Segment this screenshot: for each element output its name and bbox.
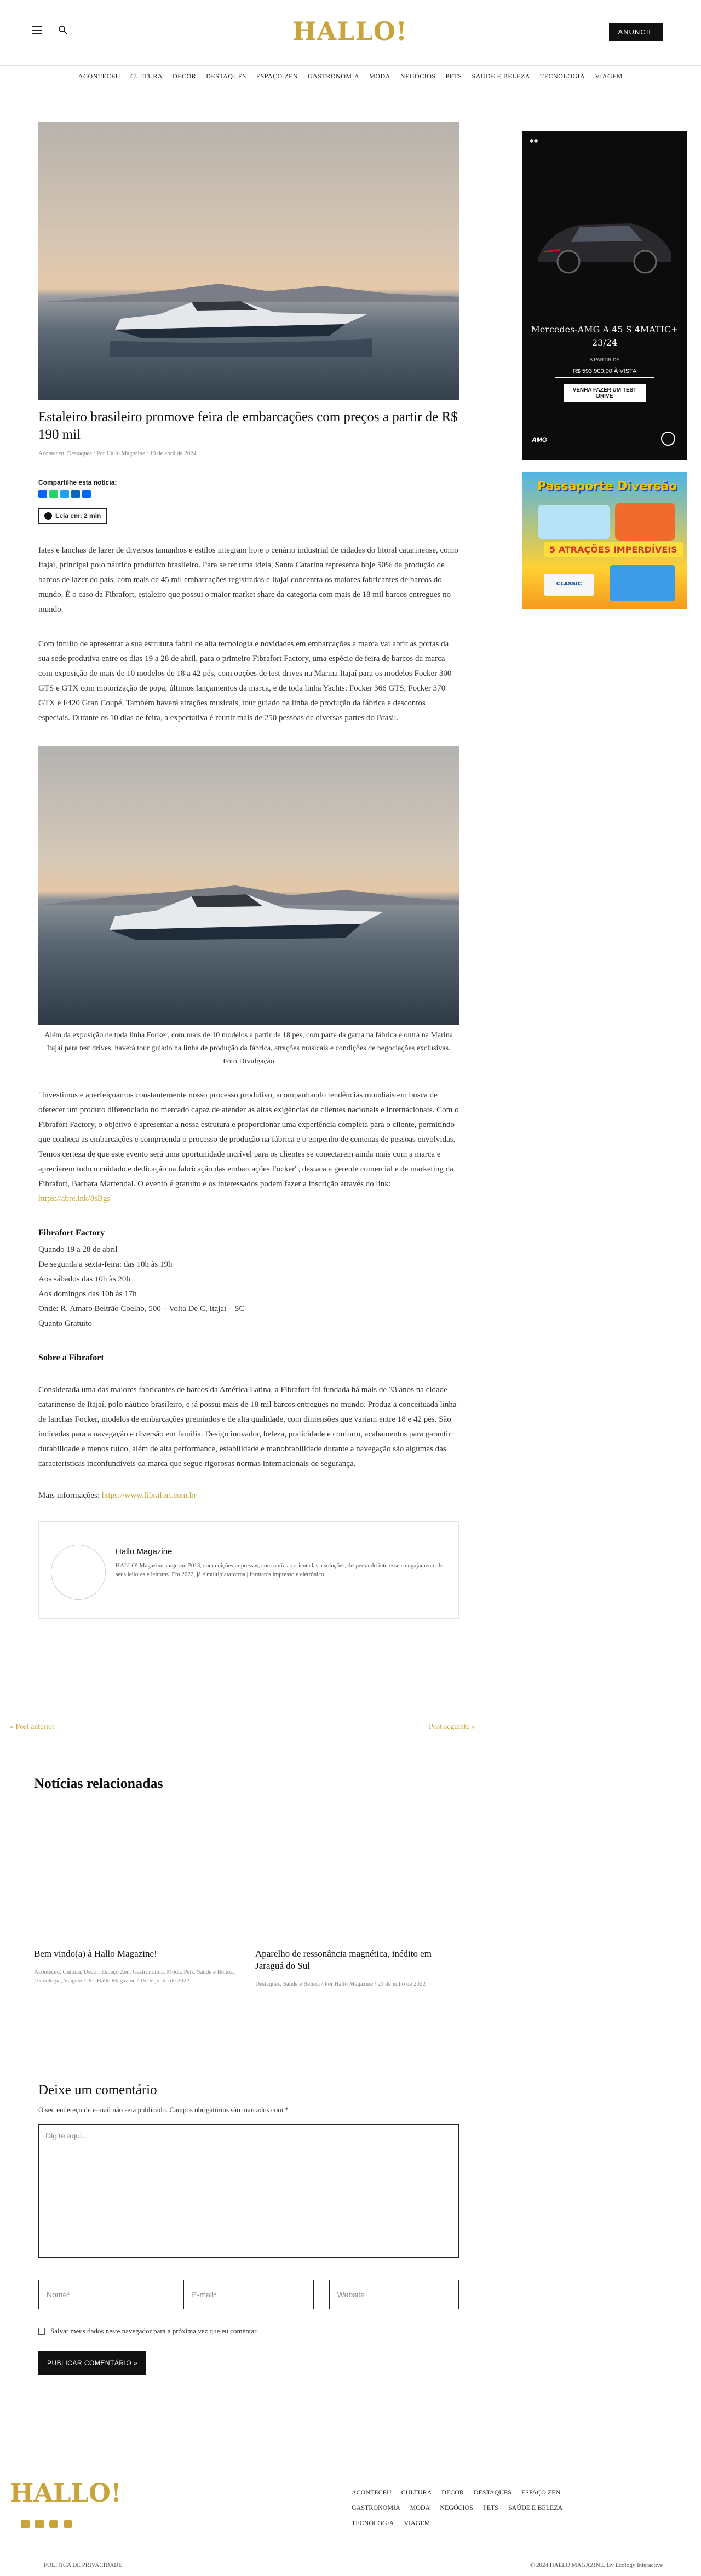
car-ad-title: Mercedes-AMG A 45 S 4MATIC+ 23/24 bbox=[531, 324, 679, 348]
social-links bbox=[21, 2520, 72, 2528]
factory-line: Aos domingos das 10h às 17h bbox=[38, 1290, 137, 1298]
factory-line: Aos sábados das 10h às 20h bbox=[38, 1275, 130, 1284]
share-icon[interactable] bbox=[82, 490, 91, 498]
footer-nav-item[interactable]: CULTURA bbox=[401, 2488, 432, 2496]
footer-nav-item[interactable]: PETS bbox=[483, 2504, 499, 2511]
instagram-icon[interactable] bbox=[49, 2520, 58, 2528]
twitter-icon[interactable] bbox=[60, 490, 69, 498]
nav-item[interactable]: NEGÓCIOS bbox=[400, 72, 436, 80]
site-logo[interactable]: HALLO! bbox=[292, 16, 408, 46]
quote-text: "Investimos e aperfeiçoamos constantemente nosso processo produtivo, acompanhando tendências mundiais em busca de oferecer um produto diferenciado no mercado capaz de atender as altas exigências de clientes nacionais e internacionais. Com o Fibrafort Factory, o objetivo é apresentar a nossa estrutura e proporcionar uma experiência completa para o cliente, permitindo que conheça as embarcações e compreenda o processo de produção na fábrica e o empenho de centenas de pessoas envolvidas. Temos certeza de que este evento será uma oportunidade incrível para os clientes se conectarem ainda mais com a marca e apreciarem todo o cuidado e dedicação na fabricação das embarcações Focker", destaca a gerente comercial e de marketing da Fibrafort, Barbara Martendal. O evento é gratuito e os interessados podem fazer a inscrição através do link: bbox=[38, 1091, 459, 1188]
brand-mark-icon: ◆◆ bbox=[530, 138, 538, 144]
nav-item[interactable]: ACONTECEU bbox=[78, 72, 120, 80]
park-ad[interactable] bbox=[522, 472, 687, 609]
author-name[interactable]: Hallo Magazine bbox=[116, 1547, 173, 1556]
amg-logo: AMG bbox=[532, 436, 547, 444]
factory-heading: Fibrafort Factory bbox=[38, 1228, 105, 1238]
article-paragraph: Com intuito de apresentar a sua estrutura fabril de alta tecnologia e novidades em embarcações a marca vai abrir as portas da sua sede produtiva entre os dias 19 a 28 de abril, para o primeiro Fibrafort Factory, uma espécie de feira de barcos da marca com exposição de mais de 10 modelos de 18 a 42 pés, com opções de test drives na Marina Itajaí para os modelos Focker 300 GTS e GTX com motorização de popa, últimos lançamentos da marca, e de toda linha Yachts: Focker 366 GTS, Focker 370 GTX e F420 Gran Coupé. Também haverá atrações musicais, tour guiado na linha de produção da fábrica e descontos especiais. Durante os 10 dias de feira, a expectativa é reunir mais de 250 pessoas de diversas partes do Brasil. bbox=[38, 640, 452, 722]
related-card[interactable] bbox=[255, 1948, 458, 1988]
factory-line: Onde: R. Amaro Beltrão Coelho, 500 – Volta De C, Itajaí – SC bbox=[38, 1304, 245, 1313]
more-info-link[interactable]: https://www.fibrafort.com.br bbox=[101, 1491, 197, 1500]
footer-logo[interactable]: HALLO! bbox=[10, 2478, 122, 2508]
comment-textarea[interactable]: Digite aqui... bbox=[38, 2124, 459, 2258]
submit-comment-button[interactable]: PUBLICAR COMENTÁRIO » bbox=[38, 2351, 146, 2375]
related-heading: Notícias relacionadas bbox=[34, 1775, 163, 1791]
signup-link[interactable]: https://abre.ink/8sBgs bbox=[38, 1194, 111, 1203]
footer-nav-item[interactable]: VIAGEM bbox=[404, 2519, 430, 2527]
site-footer bbox=[0, 2459, 701, 2575]
save-data-label: Salvar meus dados neste navegador para a próxima vez que eu comentar. bbox=[50, 2327, 258, 2335]
related-title[interactable]: Aparelho de ressonância magnética, inédito em Jaraguá do Sul bbox=[255, 1948, 432, 1971]
more-info-label: Mais informações: bbox=[38, 1491, 100, 1500]
related-meta: Destaques, Saúde e Beleza / Por Hallo Magazine / 21 de julho de 2022 bbox=[255, 1981, 426, 1987]
park-character bbox=[615, 503, 675, 541]
youtube-icon[interactable] bbox=[64, 2520, 72, 2528]
read-time-label: Leia em: 2 min bbox=[55, 512, 101, 520]
mercedes-logo-icon bbox=[661, 432, 675, 446]
nav-item[interactable]: DESTAQUES bbox=[206, 72, 246, 80]
footer-bottom-bar bbox=[0, 2554, 701, 2576]
factory-line: De segunda a sexta-feira: das 10h às 19h bbox=[38, 1260, 173, 1269]
footer-nav-item[interactable]: ACONTECEU bbox=[352, 2488, 392, 2496]
clock-icon bbox=[44, 512, 52, 520]
read-time-badge bbox=[38, 508, 107, 524]
anuncie-button[interactable]: ANUNCIE bbox=[609, 23, 663, 41]
twitter-icon[interactable] bbox=[35, 2520, 44, 2528]
author-avatar bbox=[51, 1545, 106, 1600]
menu-icon[interactable] bbox=[32, 26, 42, 34]
footer-nav-item[interactable]: SAÚDE E BELEZA bbox=[508, 2504, 563, 2511]
email-field[interactable]: E-mail* bbox=[183, 2280, 313, 2309]
nav-item[interactable]: GASTRONOMIA bbox=[308, 72, 360, 80]
car-ad[interactable] bbox=[522, 131, 687, 460]
article-meta: Aconteceu, Destaques / Por Hallo Magazine / 19 de abril de 2024 bbox=[38, 450, 197, 457]
factory-line: Quando 19 a 28 de abril bbox=[38, 1245, 118, 1254]
footer-nav-item[interactable]: NEGÓCIOS bbox=[440, 2504, 474, 2511]
facebook-icon[interactable] bbox=[21, 2520, 30, 2528]
article-hero-image bbox=[38, 122, 459, 400]
author-box bbox=[38, 1521, 459, 1619]
save-data-checkbox[interactable] bbox=[38, 2328, 45, 2334]
sobre-paragraph: Considerada uma das maiores fabricantes de barcos da América Latina, a Fibrafort foi fundada há mais de 33 anos na cidade catarinense de Itajaí, polo náutico brasileiro, e já possui mais de 18 mil barcos entregues no mundo. Produz a conceituada linha de lanchas Focker, modelos de embarcações premiados e de alta qualidade, com dimensões que variam entre 18 e 42 pés. São indicadas para a navegação e diversão em família. Design inovador, beleza, praticidade e conforto, acabamentos para garantir durabilidade e menos ruído, além de alta performance, estabilidade e manobrabilidade durante a navegação são algumas das características inconfundíveis da marca que segue rigorosas normas internacionais de segurança. bbox=[38, 1385, 457, 1468]
nav-item[interactable]: DECOR bbox=[173, 72, 197, 80]
footer-nav-item[interactable]: TECNOLOGIA bbox=[352, 2519, 394, 2527]
privacy-link[interactable]: POLÍTICA DE PRIVACIDADE bbox=[44, 2562, 122, 2568]
facebook-icon[interactable] bbox=[38, 490, 47, 498]
car-ad-price-label: A PARTIR DE bbox=[589, 357, 620, 363]
next-post-link[interactable]: Post seguinte » bbox=[429, 1723, 475, 1731]
related-meta: Aconteceu, Cultura, Decor, Espaço Zen, Gastronomia, Moda, Pets, Saúde e Beleza, Tecnologia, Viagem / Por Hallo Magazine / 15 de junho de 2022 bbox=[34, 1969, 235, 1984]
article-inline-image bbox=[38, 746, 459, 1025]
more-info bbox=[38, 1491, 459, 1500]
footer-nav-item[interactable]: ESPAÇO ZEN bbox=[521, 2488, 561, 2496]
name-field[interactable]: Nome* bbox=[38, 2280, 168, 2309]
nav-item[interactable]: TECNOLOGIA bbox=[539, 72, 585, 80]
site-header bbox=[0, 0, 701, 66]
car-ad-price: R$ 593.900,00 À VISTA bbox=[555, 365, 654, 378]
article-title: Estaleiro brasileiro promove feira de embarcações com preços a partir de R$ 190 mil bbox=[38, 410, 458, 442]
share-label: Compartilhe esta notícia: bbox=[38, 479, 117, 486]
article bbox=[38, 122, 459, 1619]
park-product bbox=[610, 565, 675, 601]
linkedin-icon[interactable] bbox=[71, 490, 80, 498]
sobre-heading: Sobre a Fibrafort bbox=[38, 1353, 104, 1362]
nav-item[interactable]: SAÚDE E BELEZA bbox=[472, 72, 530, 80]
footer-nav bbox=[352, 2485, 604, 2531]
nav-item[interactable]: CULTURA bbox=[130, 72, 163, 80]
park-ad-tag: CLASSIC bbox=[544, 574, 594, 596]
park-ad-sub: 5 ATRAÇÕES IMPERDÍVEIS bbox=[544, 542, 683, 557]
factory-details bbox=[38, 1243, 459, 1331]
image-caption: Além da exposição de toda linha Focker, com mais de 10 modelos a partir de 18 pés, com parte da gama na fábrica e outra na Marina Itajaí para test drives, haverá tour guiado na linha de produção da fábrica, atrações musicais e condições de negociações exclusivas. Foto Divulgação bbox=[44, 1031, 453, 1066]
park-ad-title: Passaporte Diversão bbox=[537, 480, 677, 493]
whatsapp-icon[interactable] bbox=[49, 490, 58, 498]
nav-item[interactable]: MODA bbox=[369, 72, 390, 80]
share-bar bbox=[38, 490, 459, 498]
factory-line: Quanto Gratuito bbox=[38, 1319, 92, 1328]
related-card[interactable] bbox=[34, 1948, 237, 1985]
related-title[interactable]: Bem vindo(a) à Hallo Magazine! bbox=[34, 1948, 157, 1959]
prev-post-link[interactable]: « Post anterior bbox=[10, 1723, 55, 1731]
nav-item[interactable]: PETS bbox=[445, 72, 462, 80]
park-scene bbox=[538, 505, 610, 539]
website-field[interactable]: Website bbox=[329, 2280, 459, 2309]
copyright: © 2024 HALLO MAGAZINE. By Ecology Interactive bbox=[530, 2562, 663, 2568]
nav-item[interactable]: ESPAÇO ZEN bbox=[256, 72, 298, 80]
author-bio: HALLO! Magazine surge em 2013, com edições impressas, com notícias orientadas a soluções, despertando interesse e engajamento de seus leitores e leitoras. Em 2022, já é multiplataforma | formatos impresso e eletrônico. bbox=[116, 1562, 443, 1578]
main-nav bbox=[0, 66, 701, 85]
article-quote bbox=[38, 1088, 459, 1206]
car-ad-cta[interactable]: VENHA FAZER UM TEST DRIVE bbox=[564, 384, 646, 402]
footer-nav-item[interactable]: DESTAQUES bbox=[473, 2488, 512, 2496]
footer-nav-item[interactable]: MODA bbox=[410, 2504, 430, 2511]
search-icon[interactable] bbox=[58, 25, 68, 35]
comment-form bbox=[38, 2083, 459, 2375]
save-data-row bbox=[38, 2327, 459, 2336]
comment-note: O seu endereço de e-mail não será publicado. Campos obrigatórios são marcados com * bbox=[38, 2106, 289, 2114]
footer-nav-item[interactable]: DECOR bbox=[441, 2488, 464, 2496]
comment-heading: Deixe um comentário bbox=[38, 2083, 157, 2097]
nav-item[interactable]: VIAGEM bbox=[595, 72, 623, 80]
footer-nav-item[interactable]: GASTRONOMIA bbox=[352, 2504, 400, 2511]
article-paragraph: Iates e lanchas de lazer de diversos tamanhos e estilos integram hoje o cenário industrial de cidades do litoral catarinense, como Itajaí, principal polo náutico produtivo brasileiro. Para se ter uma ideia, Santa Catarina representa hoje 50% da produção de barcos de lazer do país, com mais de 45 mil embarcações registradas e Itajaí concentra os maiores fabricantes de barcos do mundo. É o caso da Fibrafort, estaleiro que possui o maior market share da categoria com mais de 18 mil barcos entregues no mundo. bbox=[38, 546, 458, 614]
